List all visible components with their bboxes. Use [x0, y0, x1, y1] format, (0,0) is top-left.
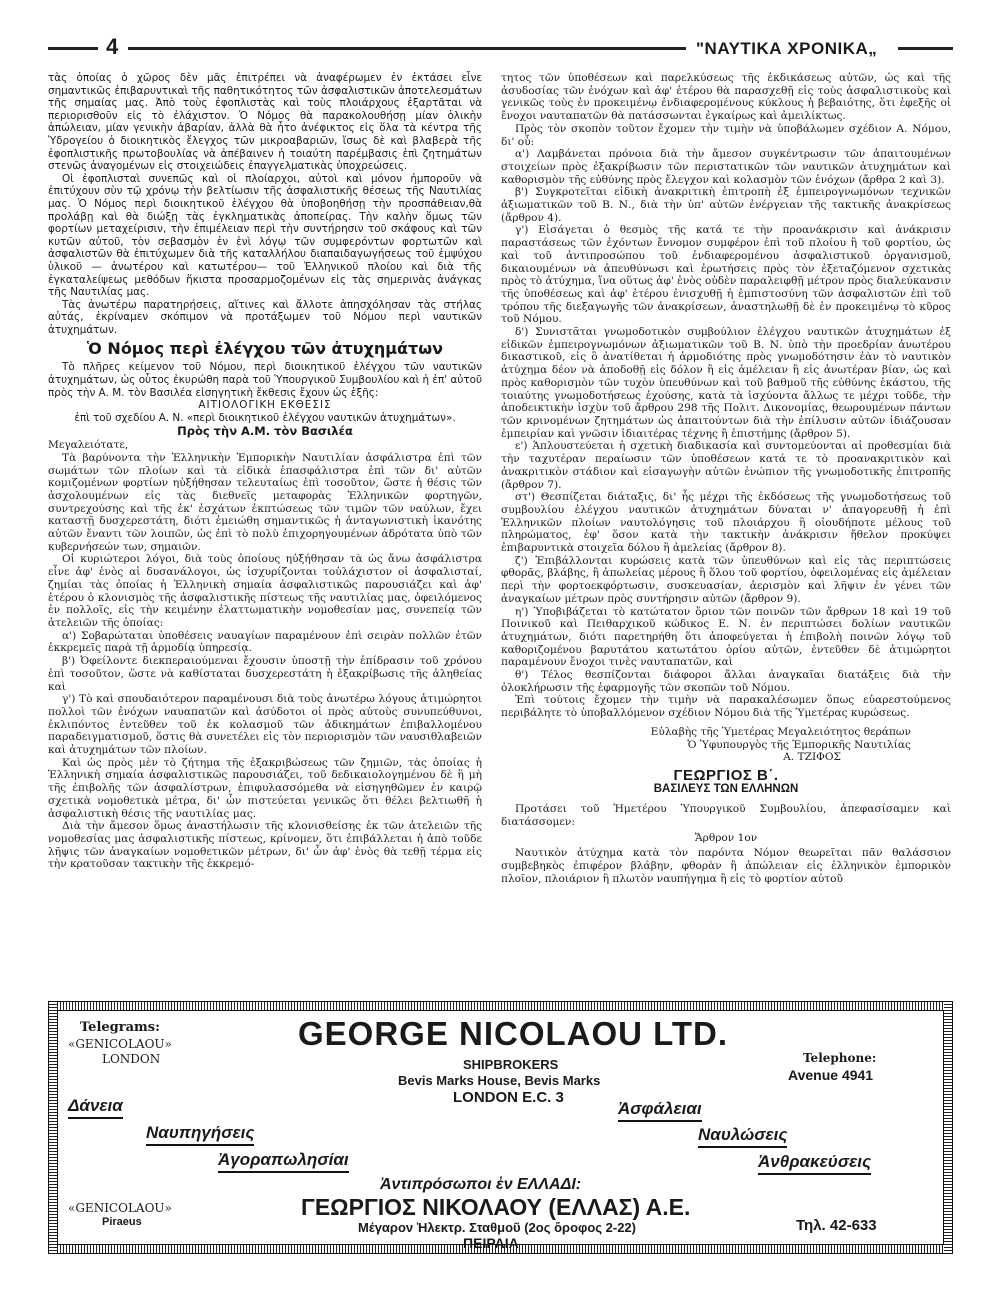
report-paragraph: τητος τῶν ὑποθέσεων καὶ παρελκύσεως τῆς ἐκδικάσεως αὐτῶν, ὡς καὶ τῆς ἀσυδοσίας τῶν ἐνόχων καὶ ἀφ' ἑτέρου θὰ παρασχεθῇ εἰς τοὺς ἀσφαλιστικοὺς καὶ γενικῶς τοὺς ἐν προκειμένῳ ἐνδιαφερομένους κύκλους ἡ βεβαιότης, ὅτι ἐφεξῆς οἱ ἔνοχοι ναυταπατῶν θὰ πατάσσωνται ἐγκαίρως καὶ ἀμειλίκτως.	[501, 72, 951, 123]
article-paragraph: Οἱ ἐφοπλισταὶ συνεπῶς καὶ οἱ πλοίαρχοι, αὐτοὶ καὶ μόνον ἠμποροῦν νὰ ἐπιτύχουν σὺν τῷ χρόνῳ τὴν βελτίωσιν τῆς ἀσφαλιστικῆς θέσεως τῆς Ναυτιλίας μας. Ὁ Νόμος περὶ διοικητικοῦ ἐλέγχου θὰ ὑποβοηθήσῃ τὴν προσπάθειαν,θὰ προλάβῃ καὶ θὰ διώξῃ τὰς ἐγκληματικὰς ἀποπείρας. Τὴν καλὴν ὅμως τῶν φορτίων μεταχείρισιν, τὴν ἐπιμέλειαν περὶ τὴν συντήρησιν τοῦ σκάφους καὶ τῶν κυτῶν αὐτοῦ, τὸν σεβασμὸν ἐν ἑνὶ λόγῳ τῶν συμφερόντων φορτωτῶν καὶ ἀσφαλιστῶν θὰ ἐπιτύχωμεν διὰ τῆς καταλλήλου διαπαιδαγωγήσεως τοῦ ἐμψύχου ὑλικοῦ — ἀνωτέρου καὶ κατωτέρου— τοῦ Ἑλληνικοῦ πλοίου καὶ διὰ τῆς ἐγκαταλείψεως μεθόδων ἥκιστα προσαρμοζομένων εἰς τὰς σημερινὰς ἀνάγκας τῆς Ναυτιλίας μας.	[48, 172, 482, 299]
report-item: θ') Τέλος θεσπίζονται διάφοροι ἄλλαι ἀναγκαῖαι διατάξεις διὰ τὴν ὁλοκλήρωσιν τῆς ἐφαρμογῆς τῶν σκοπῶν τοῦ Νόμου.	[501, 669, 951, 694]
header-rule-right	[898, 47, 953, 50]
report-item: ζ') Ἐπιβάλλονται κυρώσεις κατὰ τῶν ὑπευθύνων καὶ εἰς τὰς περιπτώσεις φθορᾶς, βλάβης, ἢ ἀπωλείας μέρους ἢ ὅλου τοῦ φορτίου, ὀφειλομένας εἰς ἀμέλειαν περὶ τὴν φορτοεκφόρτωσιν, συσκευασίαν, ἀερισμὸν καὶ λῆψιν ἐν γένει τῶν ἀναγκαίων μέτρων πρὸς συντήρησιν αὐτῶν (ἄρθρον 9).	[501, 554, 951, 605]
service-charters: Ναυλώσεις	[698, 1125, 787, 1148]
company-address: Bevis Marks House, Bevis Marks	[398, 1073, 601, 1088]
left-column	[48, 72, 482, 871]
service-insurance: Ἀσφάλειαι	[618, 1099, 702, 1122]
report-paragraph: β') Ὀφείλοντε διεκπεραιούμεναι ἔχουσιν ὑποστῇ τὴν ἐπίδρασιν τοῦ χρόνου ἐπὶ τοσοῦτον, ὥστε νὰ καθίσταται δυσχερεστάτη ἡ ἐξακρίβωσις τῆς ἀληθείας καὶ	[48, 655, 482, 693]
telephone-number: Avenue 4941	[788, 1067, 874, 1083]
address-heading: Πρὸς τὴν Α.Μ. τὸν Βασιλέα	[177, 424, 353, 439]
telephone-label: Telephone:	[803, 1051, 877, 1065]
page-header	[48, 36, 953, 62]
company-advertisement	[48, 1001, 953, 1254]
telegrams-label: Telegrams:	[80, 1020, 160, 1035]
greek-telegrams: «GENICOLAOU»	[68, 1201, 172, 1215]
section-heading: Ὁ Νόμος περὶ ἐλέγχου τῶν ἀτυχημάτων	[86, 339, 444, 359]
report-title: ΑΙΤΙΟΛΟΓΙΚΗ ΕΚΘΕΣΙΣ	[198, 399, 332, 412]
report-item: β') Συγκροτεῖται εἰδικὴ ἀνακριτικὴ ἐπιτροπὴ ἐξ ἐμπειρογνωμόνων τεχνικῶν ἀξιωματικῶν τοῦ Β. Ν., διὰ τὴν ὑπ' αὐτῶν ἐνέργειαν τῆς τακτικῆς ἀνακρίσεως (ἄρθρον 4).	[501, 186, 951, 224]
ad-inner	[57, 1010, 944, 1251]
signature-line: Ὁ Ὑφυπουργὸς τῆς Ἐμπορικῆς Ναυτιλίας	[687, 738, 911, 751]
report-paragraph: Πρὸς τὸν σκοπὸν τοῦτον ἔχομεν τὴν τιμὴν νὰ ὑποβάλωμεν σχέδιον Α. Νόμου, δι' οὗ:	[501, 122, 951, 148]
telegrams-address: «GENICOLAOU»	[68, 1037, 172, 1051]
report-paragraph: Ἐπὶ τούτοις ἔχομεν τὴν τιμὴν νὰ παρακαλέσωμεν ὅπως εὐαρεστούμενος περιβάλητε τὸ ὑποβαλλόμενον σχέδιον Νόμου διὰ τῆς Ὑμετέρας κυρώσεως.	[501, 694, 951, 720]
report-item: η') Ὑποβιβάζεται τὸ κατώτατον ὅριον τῶν ποινῶν τῶν ἄρθρων 18 καὶ 19 τοῦ Ποινικοῦ καὶ Πειθαρχικοῦ κώδικος Ε. Ν. ἐν περιπτώσει δολίων ναυτικῶν ἀτυχημάτων, διότι παρετηρήθη ὅτι ἀποφεύγεται ἡ ἐπιβολὴ ποινῶν λόγῳ τοῦ καθοριζομένου βαρυτάτου κατωτάτου ὁρίου αὐτῶν, ἐντεῦθεν δὲ ἀτιμώρητοι παραμένουν ἔνοχοι τινὲς ναυταπατῶν, καὶ	[501, 605, 951, 669]
report-item: γ') Εἰσάγεται ὁ θεσμὸς τῆς κατά τε τὴν προανάκρισιν καὶ ἀνάκρισιν παραστάσεως τῶν ἐχόντων ἔννομον συμφέρον ἐπὶ τοῦ πλοίου ἢ τοῦ φορτίου, ὡς καὶ τοῦ ἀντιπροσώπου τοῦ ἐνδιαφερομένου ἀσφαλιστικοῦ ὀργανισμοῦ, δικαιουμένων νὰ ἀπευθύνωσι καὶ ἐρωτήσεις πρὸς τὸν ἐξεταζόμενον σχετικὰς πρὸς τὸ ἀτύχημα, ἵνα οὕτως ἀφ' ἑνὸς οὐδὲν παραλειφθῇ μέτρον πρὸς διαλεύκανσιν τῆς ὑποθέσεως καὶ ἀφ' ἑτέρου ἐνισχυθῇ ἡ ἐμπιστοσύνη τῶν ἀσφαλιστῶν ἐπὶ τοῦ τρόπου τῆς διεξαγωγῆς τῶν ἀνακρίσεων, ἀναστηλωθῇ δὲ ἐν προκειμένῳ τὸ κῦρος τοῦ Νόμου.	[501, 224, 951, 326]
greece-representatives: Ἀντιπρόσωποι ἐν ΕΛΛΑΔΙ:	[380, 1176, 582, 1193]
publication-title: "ΝΑΥΤΙΚΑ ΧΡΟΝΙΚΑ„	[696, 39, 878, 58]
report-paragraph: Καὶ ὡς πρὸς μὲν τὸ ζήτημα τῆς ἐξακριβώσεως τῶν ζημιῶν, τὰς ὁποίας ἡ Ἑλληνικὴ σημαία ἀσφαλιστικῶς παρουσιάζει, τοῦ δεδικαιολογημένου δὲ ἢ μὴ τῆς ἐπιβολῆς τῶν ἀσφαλίστρων, ἐπιφυλασσόμεθα νὰ εἰσηγηθῶμεν ἐν καιρῷ σχετικὰ νομοθετικὰ μέτρα, δι' ὧν πιστεύεται γενικῶς ὅτι θέλει βελτιωθῆ ἡ ἀσφαλιστικὴ θέσις τῆς ναυτιλίας μας.	[48, 756, 482, 820]
article-number: Ἄρθρον 1ον	[694, 831, 758, 844]
company-business: SHIPBROKERS	[463, 1057, 559, 1072]
greek-company-address: Μέγαρον Ἠλεκτρ. Σταθμοῦ (2ος ὄροφος 2-22)	[358, 1220, 636, 1235]
company-name: GEORGE NICOLAOU LTD.	[298, 1015, 729, 1052]
greek-company-name: ΓΕΩΡΓΙΟΣ ΝΙΚΟΛΑΟΥ (ΕΛΛΑΣ) Α.Ε.	[301, 1194, 691, 1220]
telegrams-city: LONDON	[102, 1052, 161, 1066]
service-shipbuilding: Ναυπηγήσεις	[146, 1123, 254, 1146]
report-paragraph: α') Σοβαρώταται ὑποθέσεις ναυαγίων παραμένουν ἐπὶ σειρὰν πολλῶν ἐτῶν ἐκκρεμεῖς παρὰ τῇ ἁρμοδίᾳ ὑπηρεσίᾳ.	[48, 629, 482, 655]
report-paragraph: Τὰ βαρύνοντα τὴν Ἑλληνικὴν Ἐμπορικὴν Ναυτιλίαν ἀσφάλιστρα ἐπὶ τῶν σωμάτων τῶν πλοίων καὶ τὰ εἰδικὰ ἐπασφάλιστρα ἐπὶ τῶν δι' αὐτῶν κομιζομένων φορτίων ηὐξήθησαν τελευταίως ἐπὶ τοσοῦτον, ὥστε ἡ θέσις τῶν ἀσχολουμένων εἰς τὰς διεθνεῖς μεταφορὰς Ἑλληνικῶν φορτηγῶν, συντρεχούσης καὶ τῆς ἐκ' ἐσχάτων ἐκπτώσεως τῶν τιμῶν τῶν ναύλων, ἔχει καταστῇ δυσχερεστάτη, διότι ἐμειώθη σημαντικῶς ἡ ἀνταγωνιστικὴ ἱκανότης αὐτῶν ἔναντι τῶν λοιπῶν, ὡς ἐπὶ τὸ πολὺ ἐπιχορηγουμένων ἀδρότατα ὑπὸ τῶν κυβερνήσεών των, σημαιῶν.	[48, 451, 482, 553]
greek-telegrams-city: Piraeus	[102, 1216, 142, 1228]
report-item: στ') Θεσπίζεται διάταξις, δι' ἧς μέχρι τῆς ἐκδόσεως τῆς γνωμοδοτήσεως τοῦ συμβουλίου ἐλέγχου ναυτικῶν ἀτυχημάτων δύναται ν' ἀπαγορευθῇ ἡ ἐπὶ Ἑλληνικῶν πλοίων ναυτολόγησις τοῦ πλοιάρχου ἢ οἱουδήποτε μέλους τοῦ πληρώματος, ἐφ' ὅσον κατὰ τὴν τακτικὴν ἀνάκρισιν ἤθελον προκύψει ἐπιβαρυντικὰ στοιχεῖα δόλου ἢ ἀμελείας (ἄρθρον 8).	[501, 491, 951, 555]
greek-telephone: Τηλ. 42-633	[796, 1217, 877, 1234]
header-rule-left	[48, 47, 98, 50]
service-loans: Δάνεια	[68, 1096, 123, 1119]
signature-name: Α. ΤΖΙΦΟΣ	[783, 751, 841, 764]
article-paragraph: Τὰς ἀνωτέρω παρατηρήσεις, αἵτινες καὶ ἄλλοτε ἀπησχόλησαν τὰς στήλας αὐτάς, ἐκρίναμεν σκόπιμον νὰ προτάξωμεν τοῦ Νόμου περὶ ναυτικῶν ἀτυχημάτων.	[48, 298, 482, 336]
decree-paragraph: Προτάσει τοῦ Ἡμετέρου Ὑπουργικοῦ Συμβουλίου, ἀπεφασίσαμεν καὶ διατάσσομεν:	[501, 803, 951, 829]
decree-paragraph: Ναυτικὸν ἀτύχημα κατὰ τὸν παρόντα Νόμον θεωρεῖται πᾶν θαλάσσιον συμβεβηκὸς ἐπιφέρον βλάβην, φθορὰν ἢ ἀπώλειαν εἰς ἑλληνικὸν ἐμπορικὸν πλοῖον, πλοιάριον ἢ πλωτὸν ναυπήγημα ἢ εἰς τὸ φορτίον αὐτοῦ	[501, 847, 951, 885]
report-item: α') Λαμβάνεται πρόνοια διὰ τὴν ἄμεσον συγκέντρωσιν τῶν ἀπαιτουμένων στοιχείων πρὸς ἐξακρίβωσιν τῶν περιστατικῶν τῶν ναυτικῶν ἀτυχημάτων καὶ καθορισμὸν τῆς εὐθύνης πρὸς ἔλεγχον καὶ κολασμὸν τῶν ἐνόχων (ἄρθρα 2 καὶ 3).	[501, 148, 951, 186]
report-paragraph: Οἱ κυριώτεροι λόγοι, διὰ τοὺς ὁποίους ηὐξήθησαν τὰ ὡς ἄνω ἀσφάλιστρα εἶνε ἀφ' ἑνὸς αἱ δυσανάλογοι, ὡς ἰσχυρίζονται τοὐλάχιστον οἱ ἀσφαλισταί, ζημίαι τὰς ὁποίας ἡ Ἑλληνικὴ σημαία ἀσφαλιστικῶς παρουσιάζει καὶ ἀφ' ἑτέρου ὁ κλονισμὸς τῆς ἀσφαλιστικῆς πίστεως τῆς ναυτιλίας μας, ὀφειλόμενος ἐν πολλοῖς, εἰς τὴν κειμένην ἐλαττωματικὴν νομοθεσίαν μας, συνεπείᾳ τῶν ἀτελειῶν τῆς ὁποίας:	[48, 553, 482, 629]
header-rule-middle	[128, 47, 686, 50]
report-paragraph: Διὰ τὴν ἄμεσον ὅμως ἀναστήλωσιν τῆς κλονισθείσης ἐκ τῶν ἀτελειῶν τῆς νομοθεσίας μας ἀσφαλιστικῆς πίστεως, κρίνομεν, ὅτι ἐπιβάλλεται ἡ ἀπὸ τοῦδε λῆψις τῶν ἀναγκαίων νομοθετικῶν μέτρων, δι' ὧν ἀφ' ἑνὸς θὰ τεθῇ τέρμα εἰς τὴν κρατοῦσαν τακτικὴν τῆς ἐκκρεμό-	[48, 820, 482, 871]
report-paragraph: γ') Τὸ καὶ σπουδαιότερον παραμένουσι διὰ τοὺς ἀνωτέρω λόγους ἀτιμώρητοι πολλοὶ τῶν ἐνόχων ναυαπατῶν καὶ ἀσύδοτοι οἱ πρὸς αὐτοὺς συνυπεύθυνοι, ἐκλιπόντος ἐντεῦθεν τοῦ ἐκ κολασμοῦ τῶν ἀδικημάτων ἐπιβαλλομένου παραδειγματισμοῦ, ὅστις θὰ συνετέλει εἰς τὸν περιορισμὸν τῶν ναυσιθλαβειῶν καὶ ἀτυχημάτων τῶν πλοίων.	[48, 693, 482, 757]
greek-company-city: ΠΕΙΡΑΙΑ	[463, 1235, 519, 1251]
salutation: Μεγαλειότατε,	[48, 439, 129, 452]
page-number: 4	[106, 34, 119, 59]
company-city: LONDON E.C. 3	[453, 1089, 564, 1106]
service-coal: Ἀνθρακεύσεις	[758, 1152, 871, 1175]
king-name: ΓΕΩΡΓΙΟΣ Β΄.	[673, 766, 779, 784]
report-item: δ') Συνιστᾶται γνωμοδοτικὸν συμβούλιον ἐλέγχου ναυτικῶν ἀτυχημάτων ἐξ εἰδικῶν ἐμπειρογνωμόνων ἀξιωματικῶν τοῦ Β. Ν. ὑπὸ τὴν προεδρίαν ἀνωτέρου δικαστικοῦ, εἰς ὃ ἀνατίθεται ἡ ἁρμοδιότης πρὸς γνωμοδότησιν ἐὰν τὸ ναυτικὸν ἀτύχημα δέον νὰ ἀποδοθῇ εἰς δόλον ἢ εἰς ἀμέλειαν ἢ εἰς ἀνωτέραν βίαν, ὡς καὶ πρὸς καθορισμὸν τῶν τυχὸν ὑπευθύνων καὶ τοῦ βαθμοῦ τῆς εὐθύνης ἑκάστου, τῆς τοιαύτης γνωμοδοτήσεως ἐχούσης, κατὰ τὰ ἰσχύοντα ἄλλως τε μέχρι τοῦδε, τὴν ἀποδεικτικὴν ἰσχὺν τοῦ ἄρθρου 298 τῆς Πολιτ. Δικονομίας, θεωρουμένων πάντων τῶν κρινομένων ζητημάτων ὡς ἀπαιτούντων διὰ τὴν ἐπίλυσιν αὐτῶν ἰδιάζουσαν ἐμπειρίαν καὶ γνῶσιν ἰδιαιτέρας τέχνης ἢ ἐπιστήμης (ἄρθρον 5).	[501, 326, 951, 440]
report-item: ε') Ἁπλουστεύεται ἡ σχετικὴ διαδικασία καὶ συντομεύονται αἱ προθεσμίαι διὰ τὴν ταχυτέραν περαίωσιν τῶν ὑποθέσεων κατά τε τὸ προανακριτικὸν καὶ ἀνακριτικὸν στάδιον καὶ εἰσαγωγὴν αὐτῶν ἐνώπιον τῆς γνωμοδοτικῆς ἐπιτροπῆς (ἄρθρον 7).	[501, 440, 951, 491]
right-column	[501, 72, 951, 886]
king-title: ΒΑΣΙΛΕΥΣ ΤΩΝ ΕΛΛΗΝΩΝ	[653, 782, 799, 795]
article-paragraph: Τὸ πλῆρες κείμενον τοῦ Νόμου, περὶ διοικητικοῦ ἐλέγχου τῶν ναυτικῶν ἀτυχημάτων, ὡς οὗτος ἐκυρώθη παρὰ τοῦ Ὑπουργικοῦ Συμβουλίου καὶ ἡ ἐπ' αὐτοῦ πρὸς τὴν Α. Μ. τὸν Βασιλέα εἰσηγητικὴ ἔκθεσις ἔχουν ὡς ἑξῆς:	[48, 361, 482, 399]
service-sales: Ἀγοραπωλησίαι	[218, 1150, 349, 1173]
article-paragraph: τὰς ὁποίας ὁ χῶρος δὲν μᾶς ἐπιτρέπει νὰ ἀναφέρωμεν ἐν ἐκτάσει εἶνε σημαντικῶς ἐπιβαρυντικαὶ τῆς παθητικότητος τῶν ἀσφαλιστικῶν ἀποτελεσμάτων τῆς σημαίας μας. Ἀπὸ τοὺς ἐφοπλιστὰς καὶ τοὺς πλοιάρχους ἐξαρτᾶται νὰ περιορισθοῦν εἰς τὸ ἐλάχιστον. Ὁ Νόμος θὰ παρακολουθήσῃ μίαν ὁλικὴν ἀπώλειαν, μίαν γενικὴν ἀβαρίαν, ἀλλὰ θὰ ἦτο ἀνέφικτος εἰς ὅλα τὰ κέντρα τῆς Ὑδρογείου ὁ διοικητικὸς ἔλεγχος τῶν μικροαβαριῶν, ἴσως δὲ καὶ βλαβερὰ τῆς ἐφοπλιστικῆς πρωτοβουλίας νὰ ἀπέβαινεν ἡ τοιαύτη παρέμβασις ἐπὶ ζητημάτων στενῶς ἀναγομένων εἰς στοιχειώδεις ἐπαγγελματικὰς ὑποχρεώσεις.	[48, 72, 482, 173]
signature-line: Εὐλαβὴς τῆς Ὑμετέρας Μεγαλειότητος θεράπων	[650, 725, 911, 738]
report-subtitle: ἐπὶ τοῦ σχεδίου Α. Ν. «περὶ διοικητικοῦ ἐλέγχου ναυτικῶν ἀτυχημάτων».	[74, 411, 456, 424]
